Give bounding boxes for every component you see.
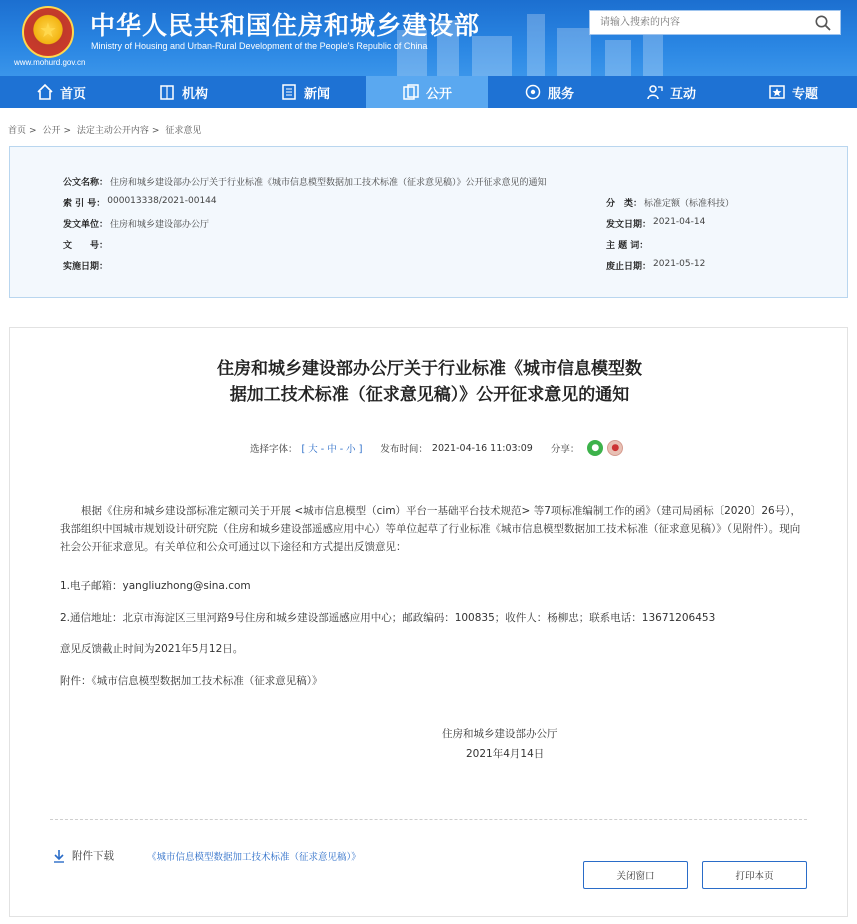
breadcrumb-sep: > (63, 126, 71, 136)
attachment-download (52, 848, 114, 863)
print-page-button[interactable]: 打印本页 (702, 861, 807, 889)
nav-label: 新闻 (303, 86, 330, 102)
nav-item-public[interactable] (366, 76, 488, 108)
search-input[interactable] (590, 11, 805, 34)
nav-label: 服务 (547, 86, 574, 102)
meta-index (63, 196, 217, 209)
service-icon (524, 83, 542, 101)
main-nav (0, 76, 857, 108)
nav-label: 专题 (791, 86, 818, 102)
meta-label: 主 题 词： (606, 241, 649, 251)
font-size-label: 选择字体： (250, 444, 298, 455)
article-title-line: 据加工技术标准（征求意见稿）》公开征求意见的通知 (229, 385, 630, 405)
nav-label: 首页 (59, 86, 86, 102)
meta-issuer (63, 217, 209, 230)
sign-date: 2021年4月14日 (466, 748, 545, 760)
article-title (10, 356, 849, 408)
article-paragraph: 根据《住房和城乡建设部标准定额司关于开展 <城市信息模型（cim）平台一基础平台技术规范> 等7项标准编制工作的函》（建司局函标〔2020〕26号），我部组织中国城市规划设计研究院（住房和城乡建设部遥感应用中心）等单位起草了行业标准《城市信息模型数据加工技术标准（征求意见稿）》（见附件）。现向社会公开征求意见。有关单位和公众可通过以下途径和方式提出反馈意见： (60, 505, 801, 553)
site-url: www.mohurd.gov.cn (14, 58, 86, 67)
weibo-share-icon[interactable]: ● (607, 440, 623, 456)
meta-value: 2021-05-12 (653, 259, 706, 269)
meta-label: 文 号： (63, 241, 109, 251)
site-subtitle: Ministry of Housing and Urban-Rural Development of the People's Republic of China (91, 41, 428, 51)
breadcrumb-sep: > (29, 126, 37, 136)
breadcrumb-legal[interactable]: 法定主动公开内容 (76, 126, 149, 136)
nav-item-interact[interactable] (610, 76, 732, 108)
publish-time: 2021-04-16 11:03:09 (431, 442, 533, 454)
divider (50, 819, 807, 820)
article-paragraph: 2.通信地址：北京市海淀区三里河路9号住房和城乡建设部遥感应用中心；邮政编码：100835；收件人：杨柳忠；联系电话：13671206453 (60, 612, 716, 624)
home-icon (36, 83, 54, 101)
nav-item-service[interactable] (488, 76, 610, 108)
meta-effective (63, 259, 110, 272)
font-size-selector[interactable]: [ 大 - 中 - 小 ] (301, 444, 363, 455)
meta-value: 2021-04-14 (653, 217, 706, 227)
meta-label: 发文日期： (606, 220, 652, 230)
site-title[interactable]: 中华人民共和国住房和城乡建设部 (90, 11, 481, 40)
interact-icon (646, 83, 664, 101)
nav-item-org[interactable] (122, 76, 244, 108)
meta-value: 标准定额（标准科技） (644, 199, 735, 209)
meta-label: 实施日期： (63, 262, 109, 272)
national-emblem-icon[interactable]: ★ (22, 6, 74, 58)
meta-value: 住房和城乡建设部办公厅关于行业标准《城市信息模型数据加工技术标准（征求意见稿）》公开征求意见的通知 (110, 178, 547, 188)
meta-expire (606, 259, 705, 272)
meta-issue-date (606, 217, 705, 230)
topic-icon (768, 83, 786, 101)
meta-doc-name (63, 175, 547, 188)
download-icon (52, 849, 66, 863)
site-header (0, 0, 857, 76)
search-box (589, 10, 841, 35)
meta-label: 索 引 号： (63, 199, 106, 209)
building-icon (158, 83, 176, 101)
breadcrumb (8, 123, 201, 136)
article-panel (9, 327, 848, 917)
nav-label: 机构 (181, 86, 208, 102)
meta-label: 发文单位： (63, 220, 109, 230)
meta-label: 废止日期： (606, 262, 652, 272)
nav-item-home[interactable] (0, 76, 122, 108)
meta-subject (606, 238, 650, 251)
publish-label: 发布时间： (380, 444, 428, 455)
article-info-line (250, 440, 623, 456)
meta-value: 000013338/2021-00144 (107, 196, 217, 206)
meta-value: 住房和城乡建设部办公厅 (110, 220, 210, 230)
article-paragraph: 意见反馈截止时间为2021年5月12日。 (60, 643, 244, 655)
news-icon (280, 83, 298, 101)
wechat-share-icon[interactable]: ● (587, 440, 603, 456)
breadcrumb-sep: > (151, 126, 160, 136)
article-paragraph: 附件：《城市信息模型数据加工技术标准（征求意见稿）》 (60, 675, 323, 687)
document-icon (402, 83, 420, 101)
close-window-button[interactable]: 关闭窗口 (583, 861, 688, 889)
attachment-label: 附件下载 (72, 850, 114, 862)
meta-doc-no (63, 238, 110, 251)
meta-category (606, 196, 734, 209)
search-icon[interactable] (814, 14, 832, 32)
breadcrumb-current[interactable]: 征求意见 (165, 126, 202, 136)
signature: 住房和城乡建设部办公厅 (442, 728, 558, 740)
breadcrumb-home[interactable]: 首页 (8, 126, 27, 136)
article-paragraph: 1.电子邮箱：yangliuzhong@sina.com (60, 580, 251, 592)
nav-item-topic[interactable] (732, 76, 854, 108)
document-meta-box (9, 146, 848, 298)
nav-item-news[interactable] (244, 76, 366, 108)
share-label: 分享： (550, 444, 580, 455)
meta-label: 分 类： (606, 199, 643, 209)
nav-label: 互动 (669, 86, 696, 102)
attachment-link[interactable]: 《城市信息模型数据加工技术标准（征求意见稿）》 (147, 852, 361, 863)
nav-label: 公开 (425, 86, 452, 102)
article-title-line: 住房和城乡建设部办公厅关于行业标准《城市信息模型数 (217, 359, 642, 379)
breadcrumb-public[interactable]: 公开 (42, 126, 61, 136)
meta-label: 公文名称： (63, 178, 109, 188)
